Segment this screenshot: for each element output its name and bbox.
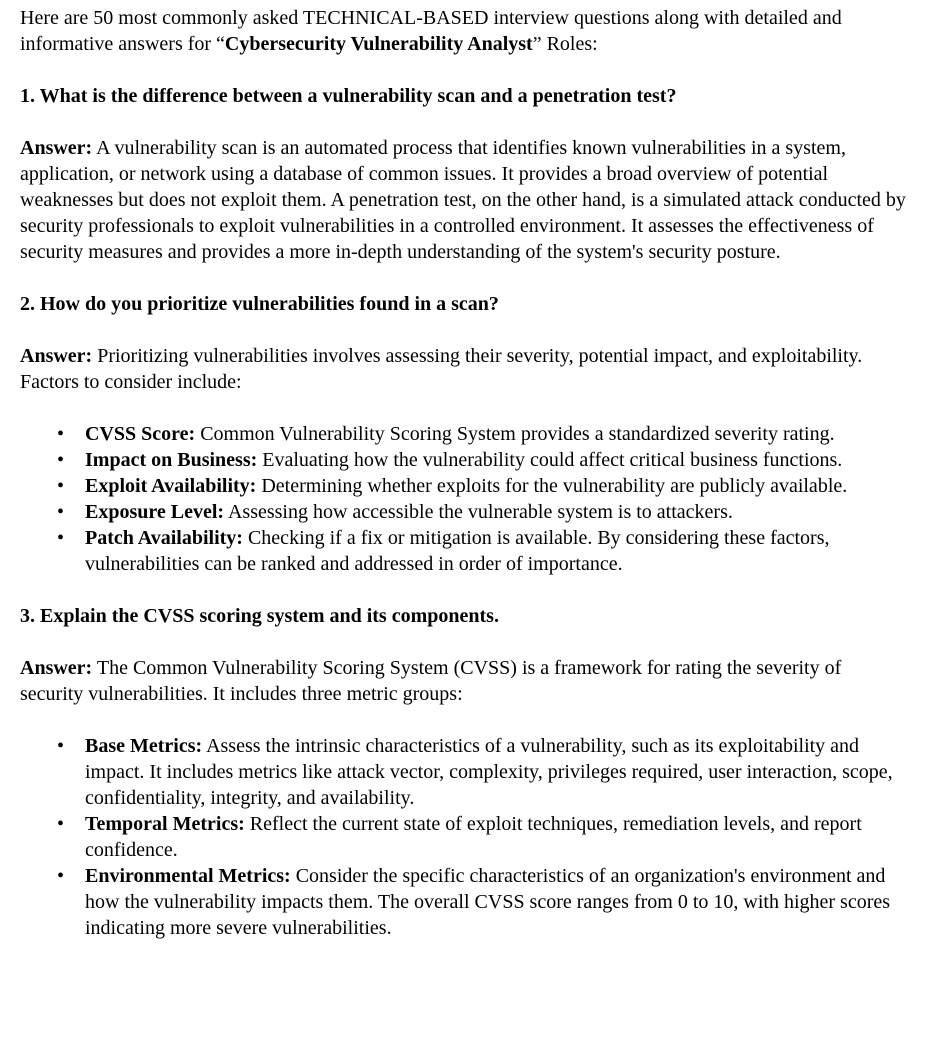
bullet-term: Base Metrics: <box>85 735 203 757</box>
question-3-bullet-list <box>20 733 906 941</box>
bullet-text: Reflect the current state of exploit techniques, remediation levels, and report confidence. <box>85 813 862 861</box>
bullet-term: Exposure Level: <box>85 501 225 523</box>
bullet-term: Environmental Metrics: <box>85 865 291 887</box>
intro-paragraph <box>20 5 906 57</box>
list-item <box>20 525 906 577</box>
answer-text: Prioritizing vulnerabilities involves assessing their severity, potential impact, and exploitability. Factors to consider include: <box>20 345 863 393</box>
intro-text-end: ” Roles: <box>532 33 598 55</box>
list-item <box>20 733 906 811</box>
answer-label: Answer: <box>20 345 93 367</box>
intro-text-start: Here are 50 most commonly asked TECHNICAL-BASED interview questions along with detailed and informative answers for “ <box>20 7 842 55</box>
bullet-term: Temporal Metrics: <box>85 813 245 835</box>
bullet-text: Assess the intrinsic characteristics of a vulnerability, such as its exploitability and impact. It includes metrics like attack vector, complexity, privileges required, user interaction, scope, confidentiality, integrity, and availability. <box>85 735 893 809</box>
list-item <box>20 421 906 447</box>
list-item <box>20 863 906 941</box>
answer-label: Answer: <box>20 657 93 679</box>
bullet-term: Exploit Availability: <box>85 475 257 497</box>
bullet-term: CVSS Score: <box>85 423 196 445</box>
question-2-bullet-list <box>20 421 906 577</box>
question-2-answer <box>20 343 906 395</box>
answer-label: Answer: <box>20 137 93 159</box>
question-3-heading: 3. Explain the CVSS scoring system and its components. <box>20 605 499 627</box>
question-1-heading: 1. What is the difference between a vulnerability scan and a penetration test? <box>20 85 677 107</box>
list-item <box>20 811 906 863</box>
bullet-text: Evaluating how the vulnerability could affect critical business functions. <box>257 449 843 471</box>
intro-bold-title: Cybersecurity Vulnerability Analyst <box>224 33 533 55</box>
question-1-answer <box>20 135 906 265</box>
bullet-text: Checking if a fix or mitigation is available. By considering these factors, vulnerabilities can be ranked and addressed in order of importance. <box>85 527 830 575</box>
bullet-text: Determining whether exploits for the vulnerability are publicly available. <box>256 475 848 497</box>
question-2-heading: 2. How do you prioritize vulnerabilities found in a scan? <box>20 293 499 315</box>
bullet-term: Patch Availability: <box>85 527 243 549</box>
bullet-text: Assessing how accessible the vulnerable system is to attackers. <box>224 501 733 523</box>
list-item <box>20 447 906 473</box>
bullet-term: Impact on Business: <box>85 449 258 471</box>
question-3-answer <box>20 655 906 707</box>
answer-text: A vulnerability scan is an automated process that identifies known vulnerabilities in a system, application, or network using a database of common issues. It provides a broad overview of potential weaknesses but does not exploit them. A penetration test, on the other hand, is a simulated attack conducted by security professionals to exploit vulnerabilities in a controlled environment. It assesses the effectiveness of security measures and provides a more in-depth understanding of the system's security posture. <box>20 137 906 263</box>
answer-text: The Common Vulnerability Scoring System (CVSS) is a framework for rating the severity of security vulnerabilities. It includes three metric groups: <box>20 657 842 705</box>
bullet-text: Common Vulnerability Scoring System provides a standardized severity rating. <box>195 423 835 445</box>
list-item <box>20 499 906 525</box>
bullet-text: Consider the specific characteristics of an organization's environment and how the vulnerability impacts them. The overall CVSS score ranges from 0 to 10, with higher scores indicating more severe vulnerabilities. <box>85 865 891 939</box>
list-item <box>20 473 906 499</box>
